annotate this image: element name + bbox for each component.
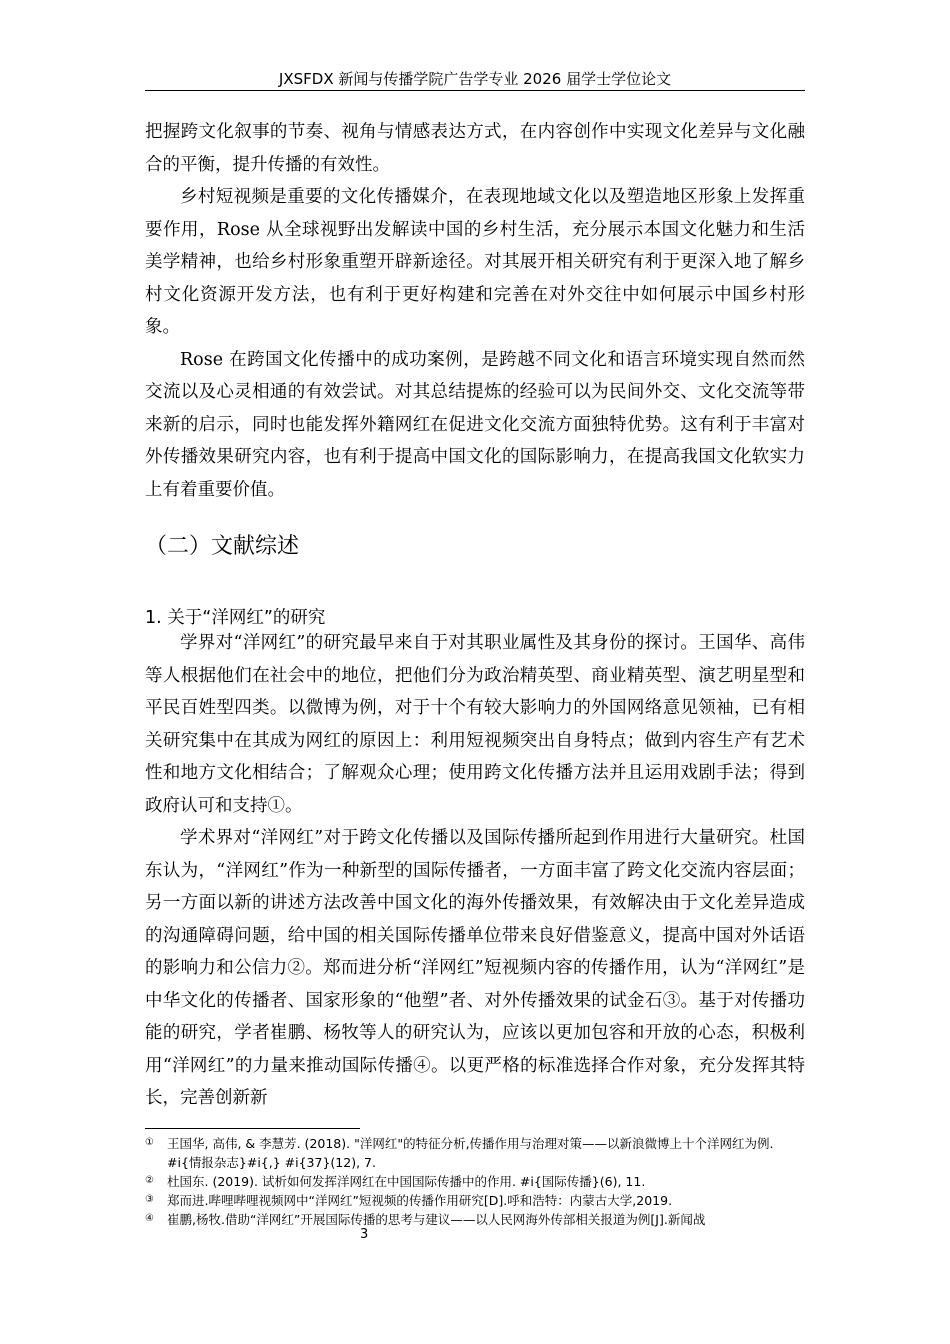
paragraph: Rose 在跨国文化传播中的成功案例，是跨越不同文化和语言环境实现自然而然交流以及心灵相通的有效尝试。对其总结提炼的经验可以为民间外交、文化交流等带来新的启示，同时也能发挥外籍网红在促进文化交流方面独特优势。这有利于丰富对外传播效果研究内容，也有利于提高中国文化的国际影响力，在提高我国文化软实力上有着重要价值。 <box>145 349 805 500</box>
subsection-title: 1. 关于“洋网红”的研究 <box>145 608 326 628</box>
footnote-text: 崔鹏,杨牧.借助“洋网红”开展国际传播的思考与建议——以人民网海外传部相关报道为例[J].新闻战 <box>167 1212 706 1227</box>
footnote-mark: ② <box>145 1175 154 1186</box>
footnotes <box>145 1134 805 1229</box>
footnote <box>145 1210 805 1229</box>
header-rule <box>145 90 805 91</box>
body-text-bottom <box>145 627 805 1115</box>
footnote-text: 杜国东. (2019). 试析如何发挥洋网红在中国国际传播中的作用. #i{国际传播}(6), 11. <box>167 1174 646 1189</box>
footnote <box>145 1134 805 1172</box>
running-header: JXSFDX 新闻与传播学院广告学专业 2026 届学士学位论文 <box>278 70 672 88</box>
footnote-text: 王国华, 高伟, & 李慧芳. (2018). "洋网红"的特征分析,传播作用与治理对策——以新浪微博上十个洋网红为例. #i{情报杂志}#i{,} #i{37}(12), 7. <box>167 1136 774 1170</box>
paragraph: 学界对“洋网红”的研究最早来自于对其职业属性及其身份的探讨。王国华、高伟等人根据他们在社会中的地位，把他们分为政治精英型、商业精英型、演艺明星型和平民百姓型四类。以微博为例，对于十个有较大影响力的外国网络意见领袖，已有相关研究集中在其成为网红的原因上：利用短视频突出自身特点；做到内容生产有艺术性和地方文化相结合；了解观众心理；使用跨文化传播方法并且运用戏剧手法；得到政府认可和支持①。 <box>145 633 805 816</box>
body-text-top <box>145 116 805 506</box>
footnote <box>145 1191 805 1210</box>
footnote-mark: ④ <box>145 1213 154 1224</box>
footnote-mark: ③ <box>145 1194 154 1205</box>
footnote <box>145 1172 805 1191</box>
footnote-mark: ① <box>145 1137 154 1148</box>
page-number: 3 <box>360 1227 369 1242</box>
footnote-text: 郑而进.哔哩哔哩视频网中“洋网红”短视频的传播作用研究[D].呼和浩特：内蒙古大学,2019. <box>167 1193 673 1208</box>
paragraph: 把握跨文化叙事的节奏、视角与情感表达方式，在内容创作中实现文化差异与文化融合的平衡，提升传播的有效性。 <box>145 122 805 175</box>
footnote-rule <box>145 1128 360 1129</box>
paragraph: 学术界对“洋网红”对于跨文化传播以及国际传播所起到作用进行大量研究。杜国东认为，“洋网红”作为一种新型的国际传播者，一方面丰富了跨文化交流内容层面；另一方面以新的讲述方法改善中国文化的海外传播效果，有效解决由于文化差异造成的沟通障碍问题，给中国的相关国际传播单位带来良好借鉴意义，提高中国对外话语的影响力和公信力②。郑而进分析“洋网红”短视频内容的传播作用，认为“洋网红”是中华文化的传播者、国家形象的“他塑”者、对外传播效果的试金石③。基于对传播功能的研究，学者崔鹏、杨牧等人的研究认为，应该以更加包容和开放的心态，积极利用“洋网红”的力量来推动国际传播④。以更严格的标准选择合作对象，充分发挥其特长，完善创新新 <box>145 828 805 1108</box>
paragraph: 乡村短视频是重要的文化传播媒介，在表现地域文化以及塑造地区形象上发挥重要作用，Rose 从全球视野出发解读中国的乡村生活，充分展示本国文化魅力和生活美学精神，也给乡村形象重塑开辟新途径。对其展开相关研究有利于更深入地了解乡村文化资源开发方法，也有利于更好构建和完善在对外交往中如何展示中国乡村形象。 <box>145 187 805 337</box>
section-title: （二）文献综述 <box>145 534 300 559</box>
